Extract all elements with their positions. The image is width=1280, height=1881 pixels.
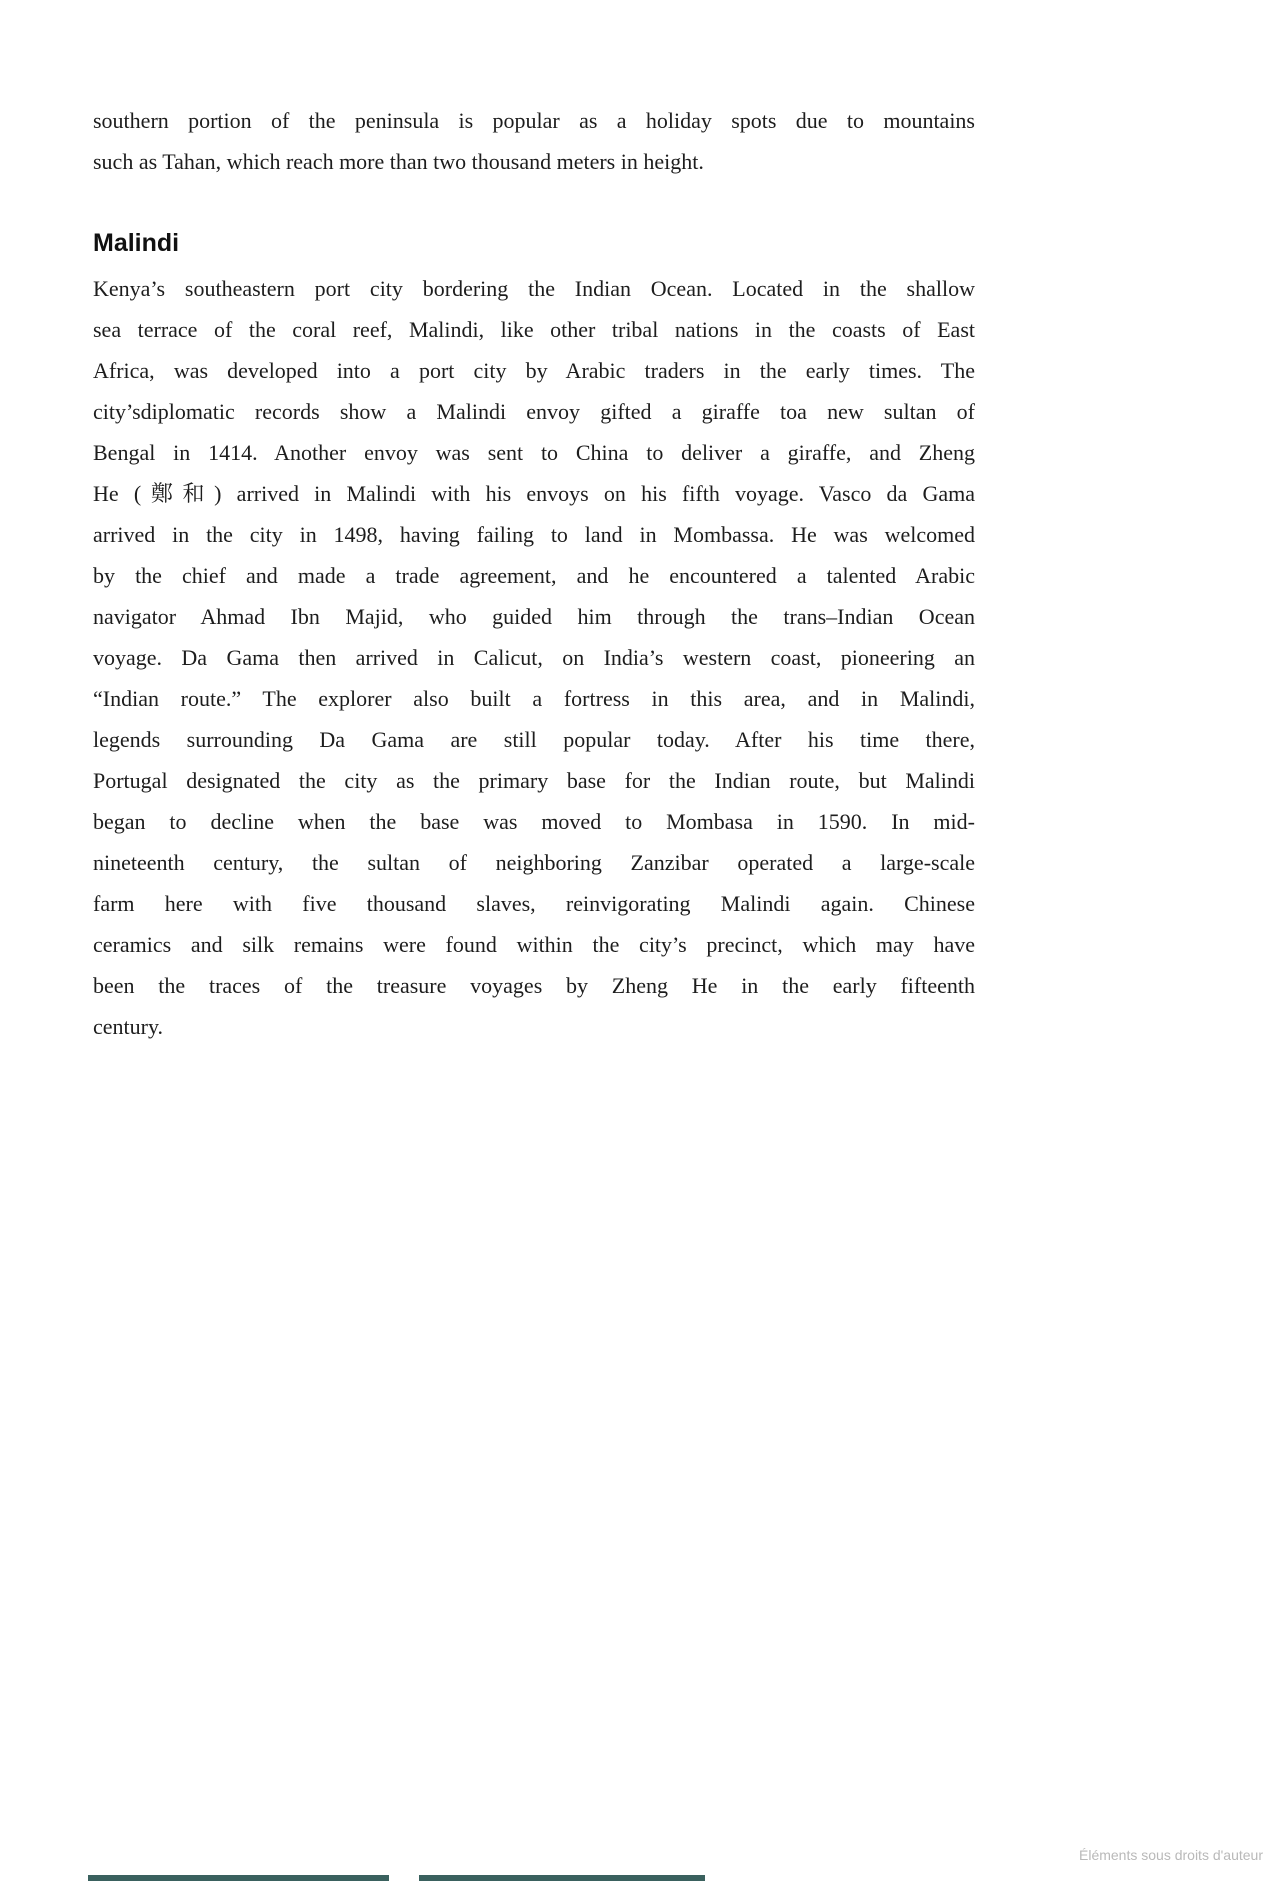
text-line: by the chief and made a trade agreement, and he encountered a talented Arabic <box>93 563 975 588</box>
bottom-edge-artifact-bar-left <box>88 1875 389 1881</box>
text-line: Kenya’s southeastern port city bordering the Indian Ocean. Located in the shallow <box>93 276 975 301</box>
copyright-notice: Éléments sous droits d'auteur <box>1079 1847 1263 1863</box>
text-line: began to decline when the base was moved to Mombasa in 1590. In mid- <box>93 809 975 834</box>
text-line: voyage. Da Gama then arrived in Calicut, on India’s western coast, pioneering an <box>93 645 975 670</box>
text-line: arrived in the city in 1498, having failing to land in Mombassa. He was welcomed <box>93 522 975 547</box>
text-line: been the traces of the treasure voyages by Zheng He in the early fifteenth <box>93 973 975 998</box>
text-line: Portugal designated the city as the primary base for the Indian route, but Malindi <box>93 768 975 793</box>
text-line: legends surrounding Da Gama are still popular today. After his time there, <box>93 727 975 752</box>
text-line: century. <box>93 1014 164 1039</box>
text-line: city’sdiplomatic records show a Malindi envoy gifted a giraffe toa new sultan of <box>93 399 975 424</box>
text-line: “Indian route.” The explorer also built a fortress in this area, and in Malindi, <box>93 686 975 711</box>
page-text-block <box>93 100 975 1047</box>
intro-paragraph <box>93 100 975 182</box>
bottom-edge-artifact-bar-right <box>419 1875 705 1881</box>
text-line: sea terrace of the coral reef, Malindi, like other tribal nations in the coasts of East <box>93 317 975 342</box>
text-line: such as Tahan, which reach more than two thousand meters in height. <box>93 149 704 174</box>
text-line: He (鄭和) arrived in Malindi with his envoys on his fifth voyage. Vasco da Gama <box>93 481 975 506</box>
text-line: Africa, was developed into a port city by Arabic traders in the early times. The <box>93 358 975 383</box>
text-line: Bengal in 1414. Another envoy was sent to China to deliver a giraffe, and Zheng <box>93 440 975 465</box>
text-line: ceramics and silk remains were found within the city’s precinct, which may have <box>93 932 975 957</box>
text-line: nineteenth century, the sultan of neighboring Zanzibar operated a large-scale <box>93 850 975 875</box>
section-heading-malindi: Malindi <box>93 229 180 257</box>
malindi-paragraph <box>93 268 975 1047</box>
text-line: southern portion of the peninsula is popular as a holiday spots due to mountains <box>93 108 975 133</box>
text-line: farm here with five thousand slaves, reinvigorating Malindi again. Chinese <box>93 891 975 916</box>
text-line: navigator Ahmad Ibn Majid, who guided him through the trans–Indian Ocean <box>93 604 975 629</box>
